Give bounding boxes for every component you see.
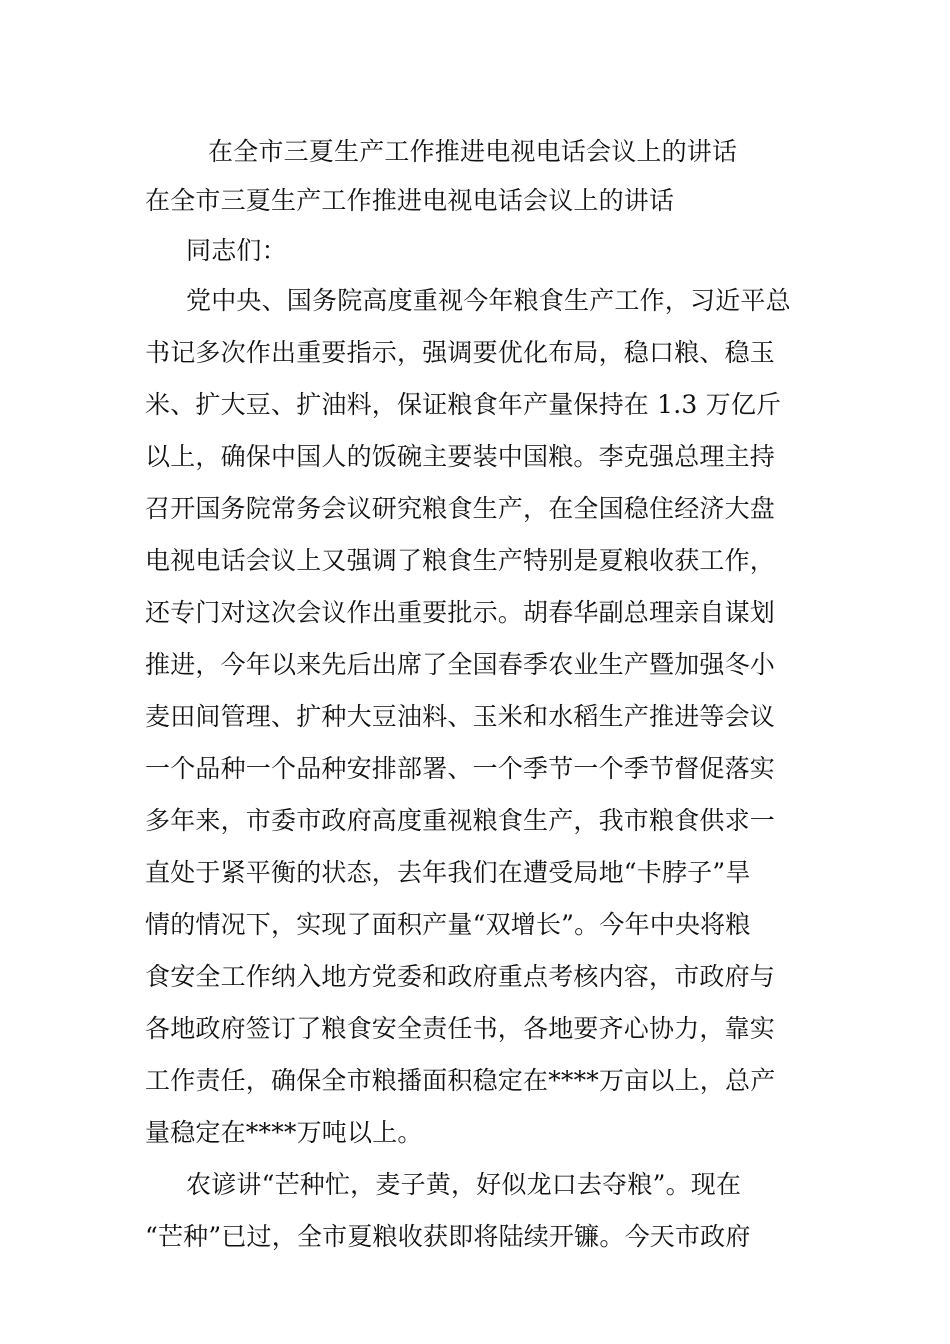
paragraph-line: 量稳定在****万吨以上。 bbox=[145, 1118, 423, 1147]
paragraph-line: 各地政府签订了粮食安全责任书，各地要齐心协力，靠实 bbox=[145, 1014, 776, 1043]
paragraph-line: 麦田间管理、扩种大豆油料、玉米和水稻生产推进等会议 bbox=[145, 702, 776, 731]
salutation: 同志们： bbox=[186, 236, 287, 265]
paragraph-line: 以上，确保中国人的饭碗主要装中国粮。李克强总理主持 bbox=[145, 442, 776, 471]
paragraph-line: 农谚讲“芒种忙，麦子黄，好似龙口去夺粮”。现在 bbox=[186, 1170, 742, 1199]
paragraph-line: 党中央、国务院高度重视今年粮食生产工作，习近平总 bbox=[186, 286, 791, 315]
paragraph-line: 书记多次作出重要指示，强调要优化布局，稳口粮、稳玉 bbox=[145, 338, 776, 367]
paragraph-line: 召开国务院常务会议研究粮食生产，在全国稳住经济大盘 bbox=[145, 494, 776, 523]
paragraph-line: 食安全工作纳入地方党委和政府重点考核内容，市政府与 bbox=[145, 962, 776, 991]
paragraph-line: “芒种”已过，全市夏粮收获即将陆续开镰。今天市政府 bbox=[145, 1222, 751, 1251]
paragraph-line: 情的情况下，实现了面积产量“双增长”。今年中央将粮 bbox=[145, 910, 751, 939]
document-title-repeat: 在全市三夏生产工作推进电视电话会议上的讲话 bbox=[145, 186, 675, 215]
paragraph-line: 多年来，市委市政府高度重视粮食生产，我市粮食供求一 bbox=[145, 806, 776, 835]
paragraph-line: 米、扩大豆、扩油料，保证粮食年产量保持在 1.3 万亿斤 bbox=[145, 390, 782, 419]
paragraph-line: 电视电话会议上又强调了粮食生产特别是夏粮收获工作， bbox=[145, 546, 776, 575]
paragraph-line: 工作责任，确保全市粮播面积稳定在****万亩以上，总产 bbox=[145, 1066, 776, 1095]
paragraph-line: 直处于紧平衡的状态，去年我们在遭受局地“卡脖子”旱 bbox=[145, 858, 751, 887]
paragraph-line: 还专门对这次会议作出重要批示。胡春华副总理亲自谋划 bbox=[145, 598, 776, 627]
paragraph-line: 一个品种一个品种安排部署、一个季节一个季节督促落实 bbox=[145, 754, 776, 783]
document-title: 在全市三夏生产工作推进电视电话会议上的讲话 bbox=[208, 137, 738, 166]
paragraph-line: 推进，今年以来先后出席了全国春季农业生产暨加强冬小 bbox=[145, 650, 776, 679]
